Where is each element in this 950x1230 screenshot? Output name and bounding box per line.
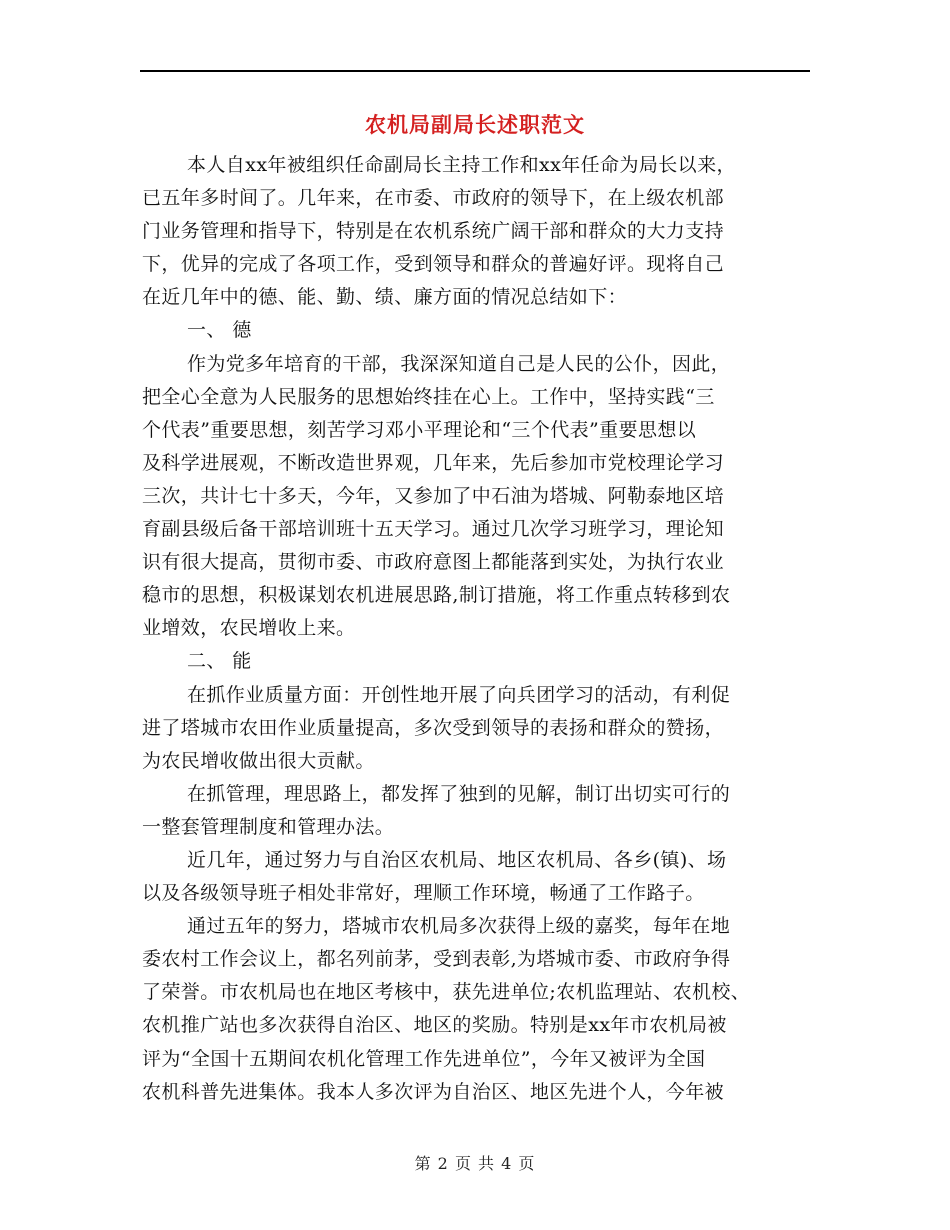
body-line: 了荣誉。市农机局也在地区考核中，获先进单位;农机监理站、农机校、 xyxy=(142,981,751,1004)
body-line: 一整套管理制度和管理办法。 xyxy=(142,815,395,838)
body-line: 本人自xx年被组织任命副局长主持工作和xx年任命为局长以来， xyxy=(187,154,736,176)
body-line: 门业务管理和指导下，特别是在农机系统广阔干部和群众的大力支持 xyxy=(142,220,725,243)
header-rule xyxy=(140,70,810,72)
body-line: 在抓管理，理思路上，都发挥了独到的见解，制订出切实可行的 xyxy=(187,782,731,805)
body-line: 下，优异的完成了各项工作，受到领导和群众的普遍好评。现将自己 xyxy=(142,253,725,276)
body-line: 通过五年的努力，塔城市农机局多次获得上级的嘉奖，每年在地 xyxy=(187,915,731,938)
body-line: 已五年多时间了。几年来，在市委、市政府的领导下，在上级农机部 xyxy=(142,187,725,210)
body-line: 把全心全意为人民服务的思想始终挂在心上。工作中，坚持实践“三 xyxy=(142,385,715,408)
body-line: 以及各级领导班子相处非常好，理顺工作环境，畅通了工作路子。 xyxy=(142,882,705,905)
body-line: 个代表”重要思想，刻苦学习邓小平理论和“三个代表”重要思想以 xyxy=(142,418,697,441)
body-line: 及科学进展观，不断改造世界观，几年来，先后参加市党校理论学习 xyxy=(142,451,725,474)
body-line: 作为党多年培育的干部，我深深知道自己是人民的公仆，因此， xyxy=(187,352,731,375)
body-line: 农机科普先进集体。我本人多次评为自治区、地区先进个人，今年被 xyxy=(142,1080,725,1103)
body-line: 稳市的思想，积极谋划农机进展思路,制订措施，将工作重点转移到农 xyxy=(142,584,731,607)
section-heading-neng: 二、 能 xyxy=(187,650,252,673)
body-line: 在近几年中的德、能、勤、绩、廉方面的情况总结如下： xyxy=(142,286,628,309)
page-number-footer: 第 2 页 共 4 页 xyxy=(414,1154,536,1173)
body-line: 育副县级后备干部培训班十五天学习。通过几次学习班学习，理论知 xyxy=(142,518,725,541)
body-line: 评为“全国十五期间农机化管理工作先进单位”，今年又被评为全国 xyxy=(142,1047,706,1070)
body-line: 进了塔城市农田作业质量提高，多次受到领导的表扬和群众的赞扬， xyxy=(142,716,725,739)
body-line: 业增效，农民增收上来。 xyxy=(142,617,356,640)
body-line: 农机推广站也多次获得自治区、地区的奖励。特别是xx年市农机局被 xyxy=(142,1014,727,1037)
document-body xyxy=(142,149,812,1109)
body-line: 识有很大提高，贯彻市委、市政府意图上都能落到实处，为执行农业 xyxy=(142,551,725,574)
body-line: 近几年，通过努力与自治区农机局、地区农机局、各乡(镇)、场 xyxy=(187,848,727,871)
body-line: 在抓作业质量方面：开创性地开展了向兵团学习的活动，有利促 xyxy=(187,683,731,706)
body-line: 委农村工作会议上，都名列前茅，受到表彰,为塔城市委、市政府争得 xyxy=(142,948,731,971)
body-line: 为农民增收做出很大贡献。 xyxy=(142,749,375,772)
document-title: 农机局副局长述职范文 xyxy=(365,112,585,137)
body-line: 三次，共计七十多天，今年，又参加了中石油为塔城、阿勒泰地区培 xyxy=(142,484,725,507)
section-heading-de: 一、 德 xyxy=(187,319,252,342)
